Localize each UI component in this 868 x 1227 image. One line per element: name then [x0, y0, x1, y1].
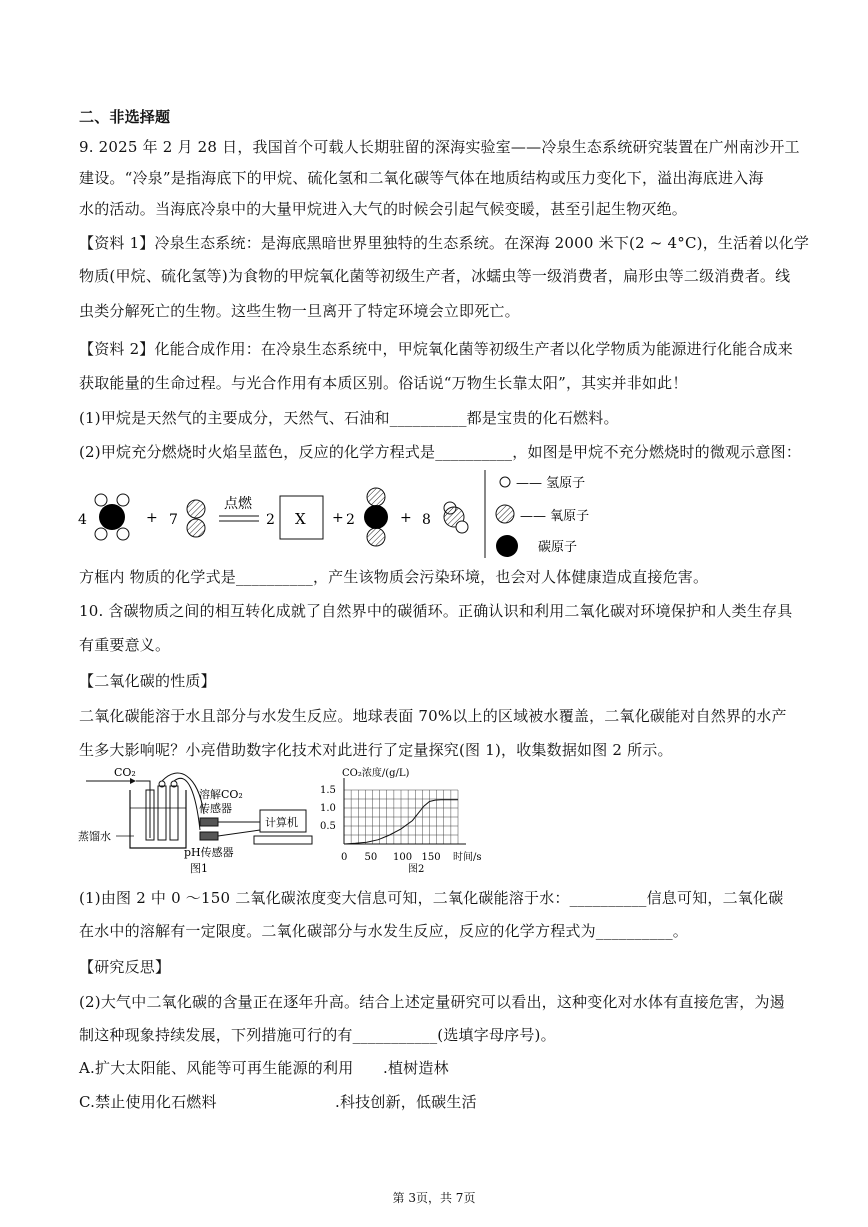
q10-line: 10. 含碳物质之间的相互转化成就了自然界中的碳循环。正确认识和利用二氧化碳对环境保护和人类生存具: [79, 602, 793, 620]
plus-sign: +: [332, 510, 344, 526]
apparatus-figure: [78, 764, 318, 878]
water-molecule: [444, 502, 468, 533]
coefficient: 8: [422, 512, 431, 528]
co2-molecule: [364, 488, 388, 546]
dissolved-sensor-label-2: 传感器: [199, 802, 232, 815]
legend-carbon: 碳原子: [538, 540, 578, 555]
q10-line: 有重要意义。: [79, 636, 171, 654]
option-d: .科技创新，低碳生活: [335, 1093, 477, 1111]
x-tick-label: 50: [364, 852, 378, 863]
q10-after-line: (2)大气中二氧化碳的含量正在逐年升高。结合上述定量研究可以看出，这种变化对水体有直接危害，为遏: [79, 993, 785, 1011]
q9-line: 获取能量的生命过程。与光合作用有本质区别。俗话说“万物生长靠太阳”，其实并非如此！: [79, 374, 688, 392]
coefficient: 4: [78, 512, 87, 528]
page-footer: 第 3页，共 7页: [392, 1191, 476, 1205]
box-label: X: [295, 510, 306, 528]
q10-after-line: 【研究反思】: [79, 958, 171, 976]
legend-oxygen: —— 氧原子: [520, 509, 590, 524]
oxygen-molecule: [187, 500, 205, 537]
q10-line: 二氧化碳能溶于水且部分与水发生反应。地球表面 70%以上的区域被水覆盖，二氧化碳能对自然界的水产: [79, 707, 787, 725]
co2-label: CO₂: [114, 766, 136, 779]
q9-after-figure: 方框内 物质的化学式是__________，产生该物质会污染环境，也会对人体健康造成直接危害。: [79, 568, 709, 586]
figure-1-caption: 图1: [190, 862, 208, 875]
coefficient: 2: [346, 512, 355, 528]
plus-sign: +: [400, 510, 412, 526]
co2-concentration-chart: [318, 764, 498, 878]
chart-caption: 图2: [408, 864, 425, 875]
y-tick-label: 1.0: [320, 803, 336, 814]
legend-hydrogen: —— 氢原子: [516, 476, 586, 491]
q9-line: 水的活动。当海底冷泉中的大量甲烷进入大气的时候会引起气候变暖，甚至引起生物灭绝。: [79, 200, 688, 218]
q10-line: 【二氧化碳的性质】: [79, 672, 216, 690]
chart-y-label: CO₂浓度/(g/L): [342, 768, 410, 779]
coefficient: 2: [266, 512, 275, 528]
q10-after-line: 在水中的溶解有一定限度。二氧化碳部分与水发生反应，反应的化学方程式为__________。: [79, 922, 689, 940]
reaction-condition: 点燃: [224, 496, 252, 512]
plus-sign: +: [146, 510, 158, 526]
reaction-diagram: [76, 466, 616, 562]
q10-line: 生多大影响呢？小亮借助数字化技术对此进行了定量探究(图 1)，收集数据如图 2 所示。: [79, 741, 673, 759]
option-c: C.禁止使用化石燃料: [79, 1093, 217, 1111]
q9-line: 建设。“冷泉”是指海底下的甲烷、硫化氢和二氧化碳等气体在地质结构或压力变化下，溢出海底进入海: [79, 169, 764, 187]
q9-line: 虫类分解死亡的生物。这些生物一旦离开了特定环境会立即死亡。: [79, 302, 520, 320]
dissolved-sensor-label-1: 溶解CO₂: [199, 788, 243, 801]
y-tick-label: 0.5: [320, 821, 336, 832]
section-title: 二、非选择题: [79, 108, 171, 126]
legend: [496, 476, 589, 557]
q9-line: 【资料 1】冷泉生态系统：是海底黑暗世界里独特的生态系统。在深海 2000 米下(2 ~ 4°C)，生活着以化学: [79, 234, 810, 252]
option-b: .植树造林: [383, 1059, 449, 1077]
option-a: A.扩大太阳能、风能等可再生能源的利用: [79, 1059, 354, 1077]
q9-line: 【资料 2】化能合成作用：在冷泉生态系统中，甲烷氧化菌等初级生产者以化学物质为能源进行化能合成来: [79, 340, 793, 358]
q10-after-line: (1)由图 2 中 0 ～150 二氧化碳浓度变大信息可知，二氧化碳能溶于水：__________信息可知，二氧化碳: [79, 889, 784, 907]
water-label: 蒸馏水: [78, 830, 111, 843]
chart-grid: [344, 778, 466, 844]
x-tick-label: 0: [341, 852, 348, 863]
ph-sensor-label: pH传感器: [184, 846, 234, 859]
chart-x-label: 时间/s: [453, 852, 482, 863]
coefficient: 7: [169, 512, 178, 528]
computer-label: 计算机: [265, 816, 298, 829]
q10-after-line: 制这种现象持续发展，下列措施可行的有___________(选填字母序号)。: [79, 1026, 556, 1044]
q9-line: 物质(甲烷、硫化氢等)为食物的甲烷氧化菌等初级生产者，冰蠕虫等一级消费者，扁形虫等二级消费者。线: [79, 267, 791, 285]
methane-molecule: [95, 494, 129, 540]
x-tick-label: 150: [421, 852, 441, 863]
y-tick-label: 1.5: [320, 785, 336, 796]
x-tick-label: 100: [393, 852, 413, 863]
q9-line: 9. 2025 年 2 月 28 日，我国首个可载人长期驻留的深海实验室——冷泉生态系统研究装置在广州南沙开工: [79, 138, 800, 156]
q9-line: (1)甲烷是天然气的主要成分，天然气、石油和__________都是宝贵的化石燃料。: [79, 409, 619, 427]
q9-line: (2)甲烷充分燃烧时火焰呈蓝色，反应的化学方程式是__________，如图是甲烷不充分燃烧时的微观示意图：: [79, 443, 802, 461]
